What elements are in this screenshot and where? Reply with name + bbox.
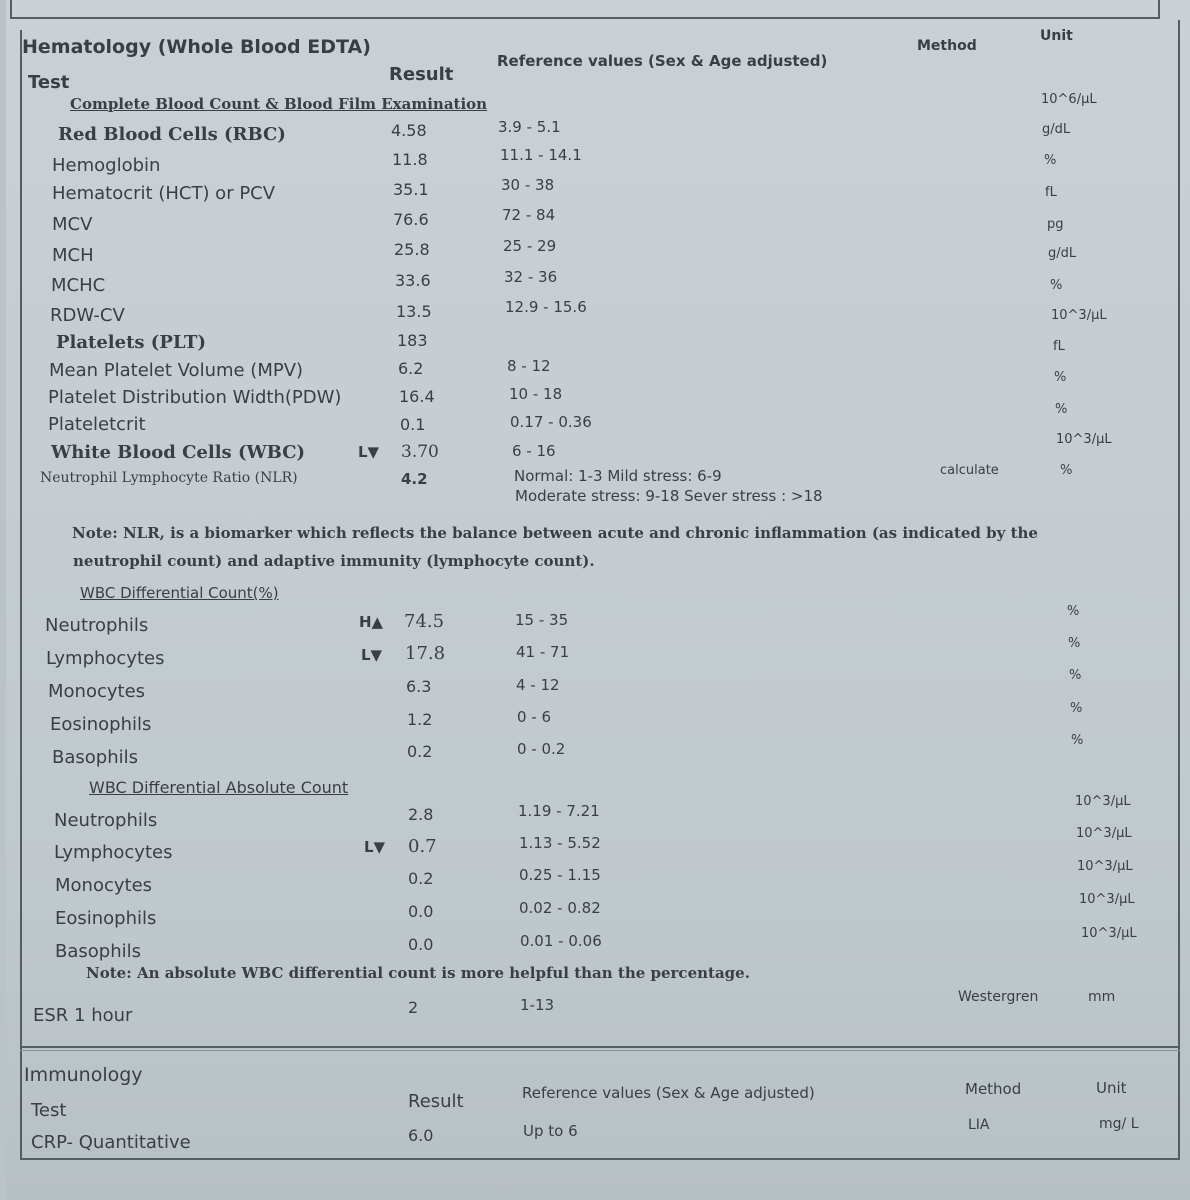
result-value: 6.3: [406, 677, 432, 696]
test-name: Eosinophils: [50, 714, 152, 735]
main-box-right-border: [1178, 20, 1180, 1160]
result-value: 4.2: [401, 470, 428, 488]
reference-range: 32 - 36: [504, 268, 558, 286]
top-box-right-border: [1158, 0, 1160, 19]
test-name: Monocytes: [55, 875, 153, 896]
test-name: Red Blood Cells (RBC): [58, 124, 286, 145]
result-value: 1.2: [407, 710, 433, 729]
test-name: RDW-CV: [50, 305, 125, 326]
result-value: 25.8: [394, 240, 430, 259]
unit-value: %: [1070, 701, 1083, 716]
reference-range: 11.1 - 14.1: [500, 146, 582, 164]
result-value: 0.1: [400, 415, 426, 434]
reference-range: 0 - 0.2: [517, 740, 566, 758]
method-value: LIA: [968, 1117, 990, 1133]
reference-range: 0.25 - 1.15: [519, 866, 601, 884]
reference-range: 8 - 12: [507, 357, 551, 375]
test-name: Mean Platelet Volume (MPV): [49, 360, 304, 381]
nlr-reference-line-1: Normal: 1-3 Mild stress: 6-9: [514, 467, 722, 485]
test-name: Plateletcrit: [48, 414, 146, 435]
result-value: 33.6: [395, 271, 431, 290]
header-unit: Unit: [1096, 1079, 1127, 1097]
test-name: Hematocrit (HCT) or PCV: [52, 183, 276, 204]
test-name: Neutrophils: [54, 810, 158, 831]
section-divider: [20, 1046, 1180, 1048]
unit-value: mm: [1088, 989, 1116, 1005]
result-value: 74.5: [404, 611, 445, 632]
test-name: Platelets (PLT): [56, 332, 206, 353]
immunology-box-bottom-border: [20, 1158, 1180, 1160]
unit-value: %: [1067, 604, 1080, 619]
test-name: Basophils: [52, 747, 138, 768]
result-value: 6.0: [408, 1126, 434, 1145]
unit-value: g/dL: [1042, 122, 1071, 137]
test-name: Hemoglobin: [52, 155, 161, 176]
unit-value: mg/ L: [1099, 1116, 1139, 1132]
unit-value: 10^3/µL: [1077, 859, 1133, 874]
test-name: Neutrophils: [45, 615, 149, 636]
unit-value: 10^6/µL: [1041, 92, 1097, 107]
nlr-note-line-2: neutrophil count) and adaptive immunity (lymphocyte count).: [73, 552, 595, 570]
result-value: 16.4: [399, 387, 435, 406]
reference-range: Up to 6: [523, 1122, 578, 1140]
unit-value: %: [1044, 153, 1057, 168]
unit-value: 10^3/µL: [1079, 892, 1135, 907]
test-name: Lymphocytes: [54, 842, 173, 863]
top-box-left-border: [10, 0, 12, 18]
top-box-bottom-border: [10, 17, 1160, 19]
unit-value: fL: [1045, 185, 1057, 200]
unit-value: 10^3/µL: [1075, 794, 1131, 809]
result-value: 3.70: [401, 442, 439, 462]
low-flag: L▼: [364, 838, 386, 856]
result-value: 17.8: [405, 643, 446, 664]
reference-range: 0.17 - 0.36: [510, 413, 592, 431]
reference-range: 1-13: [520, 996, 555, 1014]
reference-range: 15 - 35: [515, 611, 569, 629]
test-name: ESR 1 hour: [33, 1005, 133, 1026]
unit-value: %: [1071, 733, 1084, 748]
high-flag: H▲: [359, 613, 384, 631]
reference-range: 72 - 84: [502, 206, 556, 224]
header-result: Result: [408, 1091, 464, 1112]
test-name: Monocytes: [48, 681, 146, 702]
main-box-left-border: [20, 30, 22, 1160]
wbc-diff-pct-title: WBC Differential Count(%): [80, 584, 279, 602]
abs-count-note: Note: An absolute WBC differential count is more helpful than the percentage.: [86, 964, 750, 982]
unit-value: %: [1069, 668, 1082, 683]
reference-range: 0.02 - 0.82: [519, 899, 601, 917]
unit-value: %: [1068, 636, 1081, 651]
test-name: Platelet Distribution Width(PDW): [48, 387, 342, 408]
test-name: MCV: [52, 214, 93, 235]
result-value: 76.6: [393, 210, 429, 229]
unit-value: %: [1050, 278, 1063, 293]
unit-value: 10^3/µL: [1051, 308, 1107, 323]
header-method: Method: [965, 1080, 1022, 1098]
result-value: 0.2: [407, 742, 433, 761]
reference-range: 0.01 - 0.06: [520, 932, 602, 950]
reference-range: 1.13 - 5.52: [519, 834, 601, 852]
method-value: Westergren: [958, 989, 1039, 1005]
reference-range: 1.19 - 7.21: [518, 802, 600, 820]
reference-range: 4 - 12: [516, 676, 560, 694]
wbc-diff-abs-title: WBC Differential Absolute Count: [89, 778, 349, 797]
unit-value: 10^3/µL: [1081, 926, 1137, 941]
test-name: CRP- Quantitative: [31, 1132, 191, 1153]
immunology-section-title: Immunology: [24, 1064, 143, 1086]
reference-range: 6 - 16: [512, 442, 556, 460]
unit-value: %: [1054, 370, 1067, 385]
nlr-note-line-1: Note: NLR, is a biomarker which reflects the balance between acute and chronic inflammation (as indicated by the: [72, 524, 1038, 542]
result-value: 183: [397, 331, 428, 350]
unit-value: %: [1060, 463, 1073, 478]
unit-value: 10^3/µL: [1076, 826, 1132, 841]
test-name: MCH: [52, 245, 94, 266]
unit-value: fL: [1053, 339, 1065, 354]
header-result: Result: [389, 64, 454, 85]
header-method: Method: [917, 38, 977, 54]
result-value: 11.8: [392, 150, 428, 169]
unit-value: 10^3/µL: [1056, 432, 1112, 447]
reference-range: 30 - 38: [501, 176, 555, 194]
test-name: Neutrophil Lymphocyte Ratio (NLR): [40, 470, 298, 486]
reference-range: 3.9 - 5.1: [498, 118, 561, 136]
unit-value: %: [1055, 402, 1068, 417]
low-flag: L▼: [361, 646, 383, 664]
result-value: 2: [408, 998, 419, 1017]
header-reference: Reference values (Sex & Age adjusted): [497, 52, 828, 70]
result-value: 0.0: [408, 902, 434, 921]
reference-range: 0 - 6: [517, 708, 552, 726]
reference-range: 25 - 29: [503, 237, 557, 255]
method-value: calculate: [940, 463, 999, 478]
test-name: Lymphocytes: [46, 648, 165, 669]
test-name: White Blood Cells (WBC): [51, 442, 306, 463]
result-value: 0.7: [408, 836, 437, 857]
unit-value: pg: [1047, 217, 1064, 232]
header-test: Test: [28, 72, 70, 93]
section-divider-2: [20, 1050, 1180, 1051]
header-test: Test: [31, 1100, 67, 1121]
result-value: 0.0: [408, 935, 434, 954]
result-value: 35.1: [393, 180, 429, 199]
result-value: 2.8: [408, 805, 434, 824]
test-name: MCHC: [51, 275, 106, 296]
test-name: Eosinophils: [55, 908, 157, 929]
header-unit: Unit: [1040, 28, 1073, 44]
result-value: 6.2: [398, 359, 424, 378]
hematology-section-title: Hematology (Whole Blood EDTA): [22, 36, 371, 58]
result-value: 0.2: [408, 869, 434, 888]
unit-value: g/dL: [1048, 246, 1077, 261]
lab-report-page: [6, 0, 1190, 1200]
test-name: Basophils: [55, 941, 141, 962]
result-value: 13.5: [396, 302, 432, 321]
result-value: 4.58: [391, 121, 427, 140]
nlr-reference-line-2: Moderate stress: 9-18 Sever stress : >18: [515, 487, 823, 505]
reference-range: 12.9 - 15.6: [505, 298, 587, 316]
low-flag: L▼: [358, 443, 380, 461]
reference-range: 10 - 18: [509, 385, 563, 403]
reference-range: 41 - 71: [516, 643, 570, 661]
header-reference: Reference values (Sex & Age adjusted): [522, 1084, 815, 1102]
cbc-title: Complete Blood Count & Blood Film Examination: [70, 95, 488, 113]
